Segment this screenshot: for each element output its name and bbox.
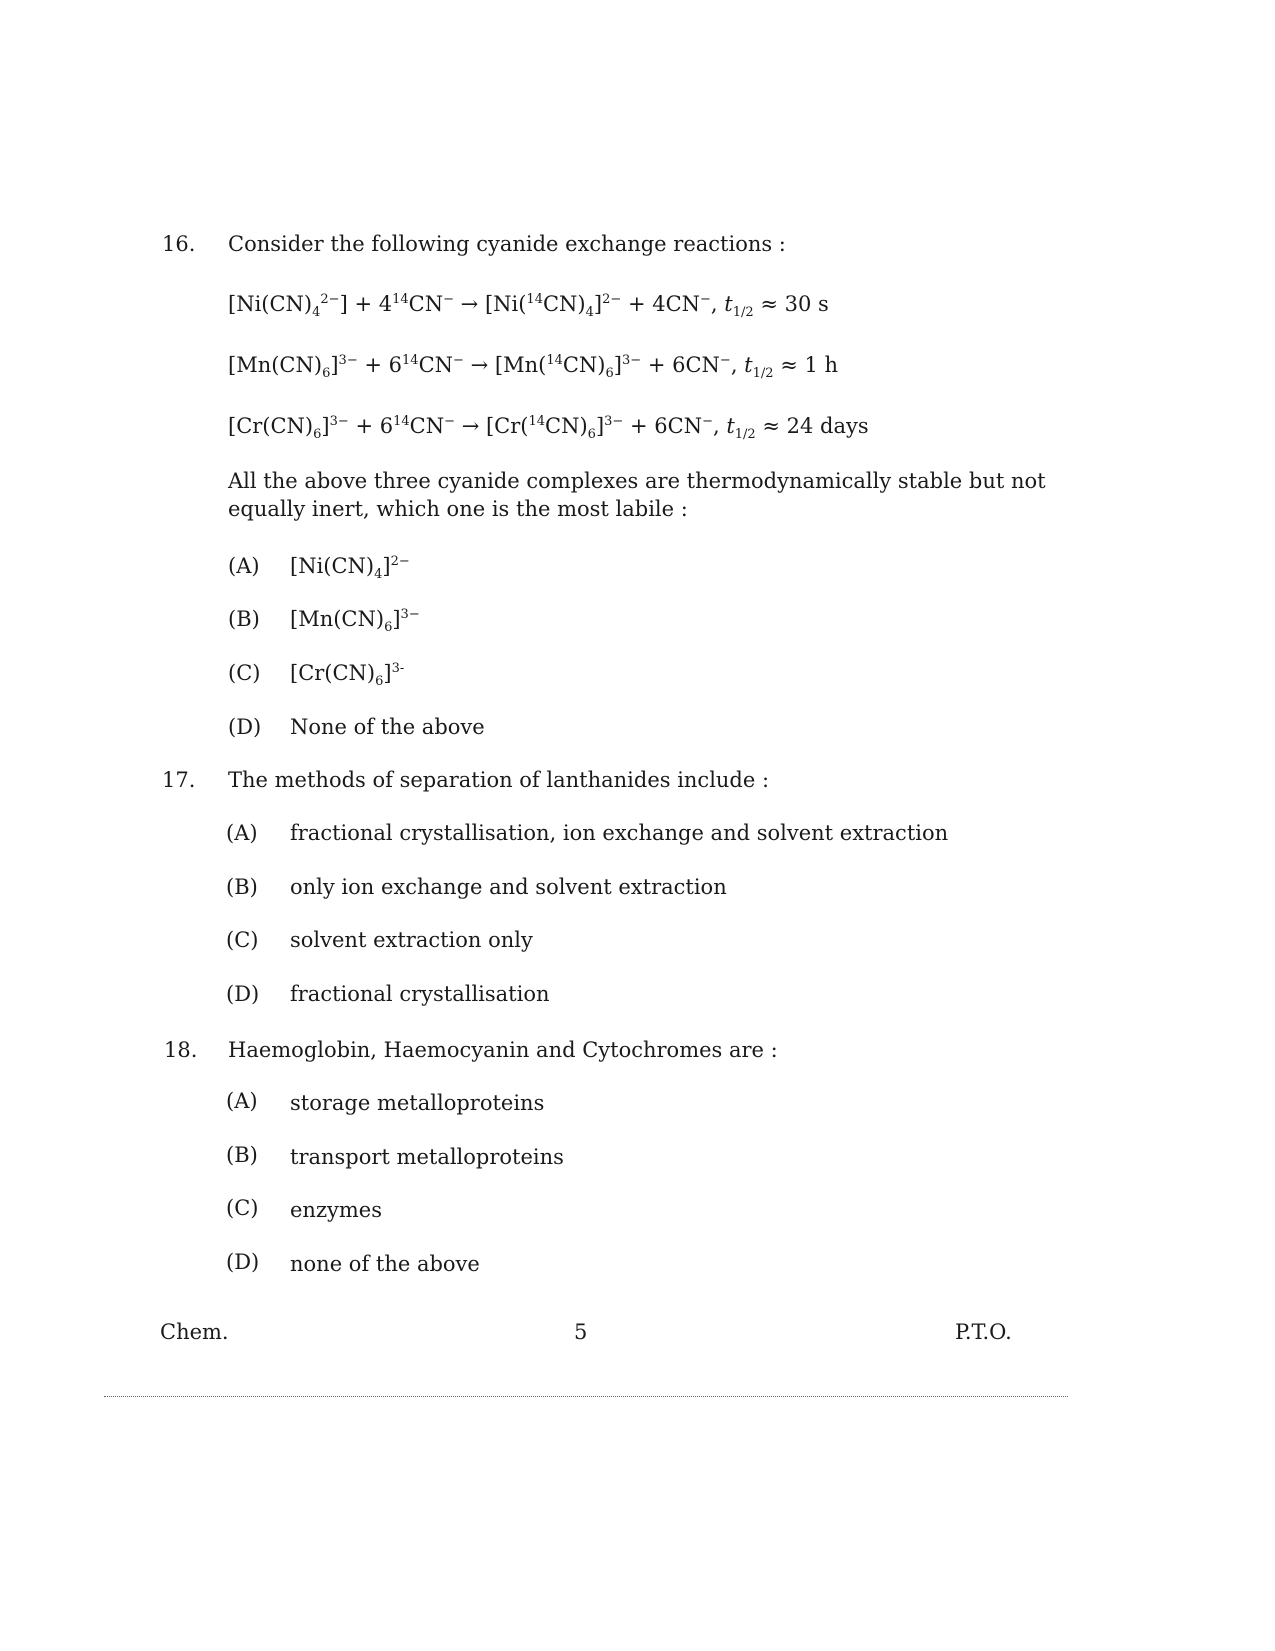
question-16-prompt-line2: equally inert, which one is the most labile :	[228, 497, 688, 521]
q16-option-a-text: $[Ni(CN)_4]^{2-}$	[290, 554, 410, 583]
q17-option-b-text: only ion exchange and solvent extraction	[290, 875, 727, 899]
q17-option-d-label: (D)	[226, 982, 260, 1006]
q18-option-d-text: none of the above	[290, 1252, 480, 1276]
q17-option-d-text: fractional crystallisation	[290, 982, 550, 1006]
question-18-number: 18.	[164, 1038, 198, 1062]
q18-option-c-text: enzymes	[290, 1198, 382, 1222]
q17-option-b-label: (B)	[226, 875, 258, 899]
q17-option-c-label: (C)	[226, 928, 259, 952]
q18-option-b-label: (B)	[226, 1143, 258, 1167]
q16-option-b-label: (B)	[228, 607, 260, 631]
question-16-prompt	[228, 467, 1048, 523]
footer-subject: Chem.	[160, 1320, 229, 1344]
reaction-mn: $[Mn(CN)_6]^{3-} + 6^{14}CN^- \to [Mn(^{14}CN)_6]^{3-} + 6CN^-$, $t_{1/2} \approx 1$ h	[228, 353, 839, 382]
question-16-stem: Consider the following cyanide exchange reactions :	[228, 232, 786, 256]
q18-option-a-label: (A)	[226, 1089, 258, 1113]
question-17-number: 17.	[162, 768, 196, 792]
reaction-cr: $[Cr(CN)_6]^{3-} + 6^{14}CN^- \to [Cr(^{14}CN)_6]^{3-} + 6CN^-$, $t_{1/2} \approx 24$ days	[228, 414, 869, 443]
q16-option-a-label: (A)	[228, 554, 260, 578]
q16-option-b-text: $[Mn(CN)_6]^{3-}$	[290, 607, 420, 636]
question-18-stem: Haemoglobin, Haemocyanin and Cytochromes are :	[228, 1038, 778, 1062]
q18-option-a-text: storage metalloproteins	[290, 1091, 545, 1115]
q18-option-b-text: transport metalloproteins	[290, 1145, 564, 1169]
footer-page-number: 5	[574, 1320, 588, 1344]
q16-option-c-label: (C)	[228, 661, 261, 685]
question-16-number: 16.	[162, 232, 196, 256]
q18-option-c-label: (C)	[226, 1196, 259, 1220]
q18-option-d-label: (D)	[226, 1250, 260, 1274]
q16-option-c-text: $[Cr(CN)_6]^{3-}$	[290, 661, 405, 690]
q17-option-a-text: fractional crystallisation, ion exchange and solvent extraction	[290, 821, 949, 845]
footer-dotted-rule	[104, 1396, 1068, 1397]
q16-option-d-label: (D)	[228, 715, 262, 739]
reaction-ni: $[Ni(CN)_4^{2-}] + 4^{14}CN^- \to [Ni(^{14}CN)_4]^{2-} + 4CN^-$, $t_{1/2} \approx 30$ s	[228, 292, 829, 321]
q17-option-a-label: (A)	[226, 821, 258, 845]
question-16-prompt-line1: All the above three cyanide complexes are thermodynamically stable but not	[228, 469, 1046, 493]
q17-option-c-text: solvent extraction only	[290, 928, 533, 952]
footer-pto: P.T.O.	[955, 1320, 1012, 1344]
question-17-stem: The methods of separation of lanthanides include :	[228, 768, 770, 792]
q16-option-d-text: None of the above	[290, 715, 485, 739]
